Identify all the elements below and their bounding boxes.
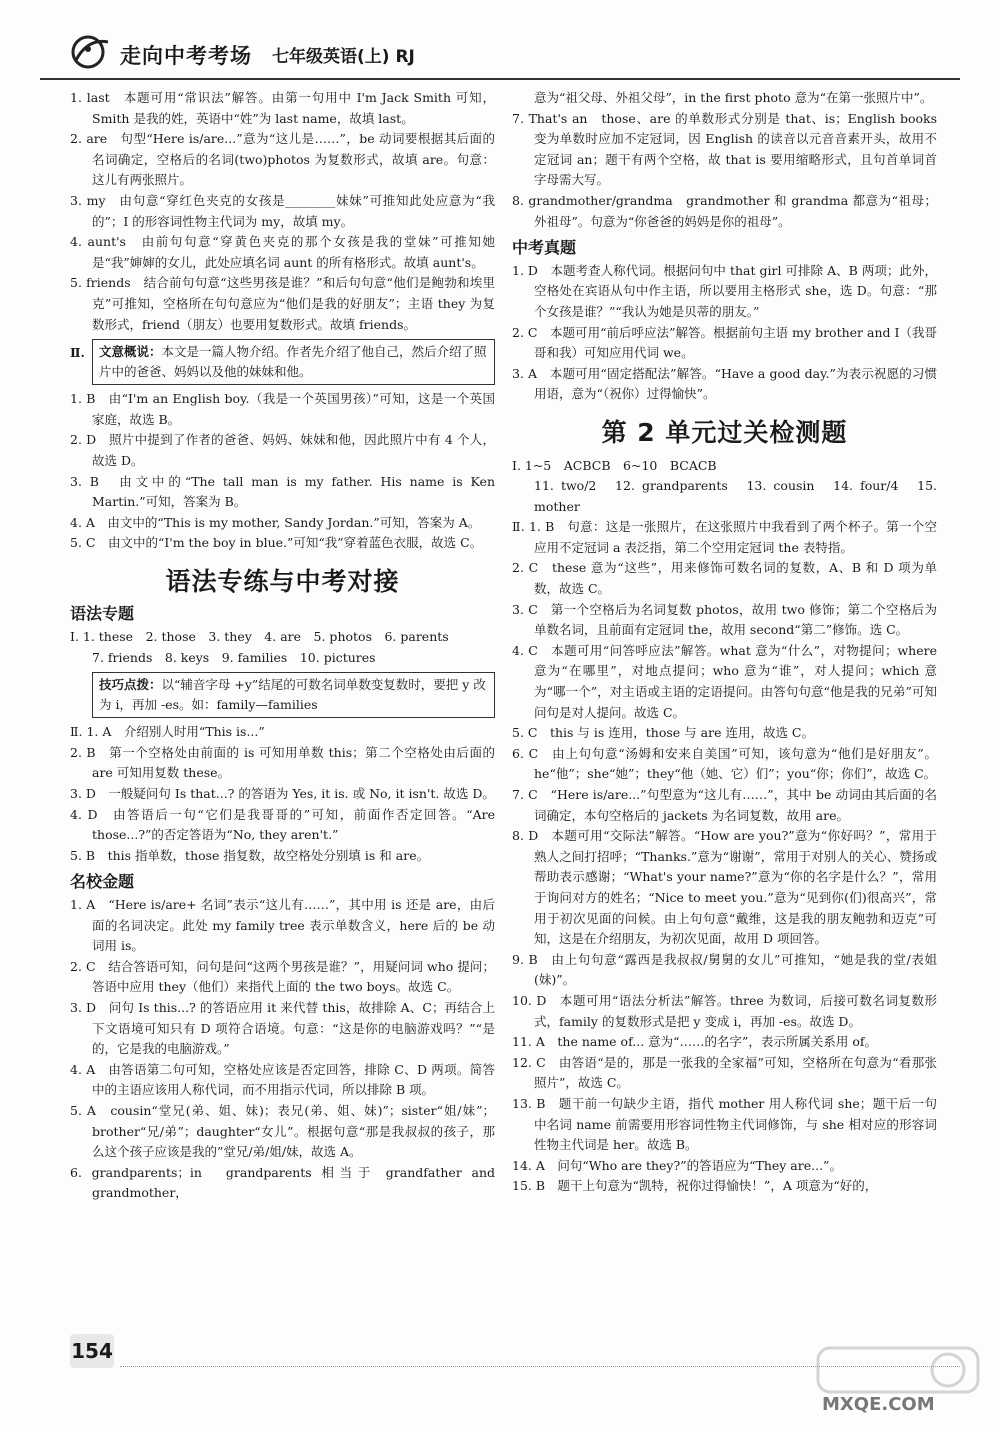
summary-box <box>92 339 495 385</box>
answer-item: 4. A 由文中的“This is my mother, Sandy Jordan.”可知，答案为 A。 <box>70 514 481 530</box>
answer-item: 13. B 题干前一句缺少主语，指代 mother 用人称代词 she；题干后一句中名词 name 前需要用形容词性物主代词修饰，与 she 相对应的形容词性物主代词是 her。故选 B。 <box>512 1095 937 1153</box>
answer-item: 8. grandmother/grandma grandmother 和 grandma 都意为“祖母；外祖母”。句意为“你爸爸的妈妈是你的祖母”。 <box>512 192 937 229</box>
answer-item: 4. aunt's 由前句句意“穿黄色夹克的那个女孩是我的堂妹”可推知她是“我”婶婶的女儿，此处应填名词 aunt 的所有格形式。故填 aunt's。 <box>70 234 495 270</box>
answer-item: 4. D 由答语后一句“它们是我哥哥的”可知，前面作否定回答。“Are those...?”的否定答语为“No, they aren't.” <box>70 806 495 843</box>
answer-item: 2. C these 意为“这些”，用来修饰可数名词的复数，A、B 和 D 项为单数，故选 C。 <box>512 560 937 597</box>
answer-item: 1. B 由“I'm an English boy.（我是一个英国男孩）”可知，这是一个英国家庭，故选 B。 <box>70 391 495 427</box>
answer-line: Ⅰ. 1. these 2. those 3. they 4. are 5. photos 6. parents <box>70 629 449 645</box>
answer-item: 4. C 本题可用“问答呼应法”解答。what 意为“什么”，对物提问；where 意为“在哪里”，对地点提问；who 意为“谁”，对人提问；which 意为“哪一个”，对主语或主语的定语提问。由答句句意“他是我的兄弟”可知问句是对人提问。故选 C。 <box>512 642 937 720</box>
answer-item: 5. B this 指单数，those 指复数，故空格处分别填 is 和 are。 <box>70 847 430 863</box>
page-number: 154 <box>70 1334 114 1368</box>
answer-item: 7. C “Here is/are...”句型意为“这儿有……”，其中 be 动词由其后面的名词确定，本句空格后的 jackets 为名词复数，故用 are。 <box>512 787 937 823</box>
answer-item: 5. C 由文中的“I'm the boy in blue.”可知“我”穿着蓝色衣服，故选 C。 <box>70 535 483 551</box>
summary-tag: 文意概说： <box>99 344 162 360</box>
tip-text: 以“辅音字母 +y”结尾的可数名词单数变复数时，要把 y 改为 i，再加 -es。如：family—families <box>99 677 486 713</box>
answer-item: 15. B 题干上句意为“凯特，祝你过得愉快！”，A 项意为“好的， <box>512 1178 878 1194</box>
series-title: 走向中考考场 <box>120 44 252 68</box>
answer-item: 3. my 由句意“穿红色夹克的女孩是________妹妹”可推知此处应意为“我的”；I 的形容词性物主代词为 my，故填 my。 <box>70 192 495 229</box>
answer-item: 2. B 第一个空格处由前面的 is 可知用单数 this；第二个空格处由后面的 are 可知用复数 these。 <box>70 744 495 781</box>
answer-item: 3. A 本题可用“固定搭配法”解答。“Have a good day.”为表示祝愿的习惯用语，意为“（祝你）过得愉快”。 <box>512 365 937 402</box>
answer-item: 4. A 由答语第二句可知，空格处应该是否定回答，排除 C、D 两项。简答中的主语应该用人称代词，而不用指示代词，所以排除 B 项。 <box>70 1061 495 1098</box>
answer-item: 9. B 由上句句意“露西是我叔叔/舅舅的女儿”可推知，“她是我的堂/表姐(妹)”。 <box>512 951 937 988</box>
answer-line: Ⅰ. 1~5 ACBCB 6~10 BCACB <box>512 457 717 473</box>
answer-item: 3. D 一般疑问句 Is that...? 的答语为 Yes, it is. 或 No, it isn't. 故选 D。 <box>70 786 495 802</box>
answer-item: 7. That's an those、are 的单数形式分别是 that、is；English books 变为单数时应加不定冠词，因 English 的读音以元音音素开头，故用不定冠词 an；题干有两个空格，故 that is 要用缩略形式，且句首单词首字母需大写。 <box>512 110 937 188</box>
answer-item: 1. D 本题考查人称代词。根据问句中 that girl 可排除 A、B 两项；此外，空格处在宾语从句中作主语，所以要用主格形式 she，选 D。句意：“那个女孩是谁？”“我认为她是贝蒂的朋友。” <box>512 262 937 319</box>
summary-text: 本文是一篇人物介绍。作者先介绍了他自己，然后介绍了照片中的爸爸、妈妈以及他的妹妹和他。 <box>99 344 487 380</box>
answer-item: 10. D 本题可用“语法分析法”解答。three 为数词，后接可数名词复数形式，family 的复数形式是把 y 变成 i，再加 -es。故选 D。 <box>512 992 937 1029</box>
answer-line: 7. friends 8. keys 9. families 10. pictures <box>92 649 376 665</box>
answer-item: 3. C 第一个空格后为名词复数 photos，故用 two 修饰；第二个空格后为单数名词，且前面有定冠词 the，故用 second“第二”修饰。选 C。 <box>512 601 937 638</box>
answer-item: 6. grandparents；in grandparents 相当于 grandfather and grandmother， <box>70 1164 495 1201</box>
answer-item: 2. C 结合答语可知，问句是问“这两个男孩是谁？”，用疑问词 who 提问；答语中应用 they（他们）来指代上面的 the two boys。故选 C。 <box>70 958 495 995</box>
answer-item: 1. A “Here is/are+ 名词”表示“这儿有……”，其中用 is 还是 are，由后面的名词决定。此处 my family tree 表示单数含义，here 后的 be 动词用 is。 <box>70 897 495 954</box>
answer-item: 5. C this 与 is 连用，those 与 are 连用，故选 C。 <box>512 725 814 741</box>
answer-item: 5. A cousin“堂兄(弟、姐、妹)；表兄(弟、姐、妹)”；sister“姐/妹”；brother“兄/弟”；daughter“女儿”。根据句意“那是我叔叔的孩子，那么这个孩子应该是我的”堂兄/弟/姐/妹，故选 A。 <box>70 1102 495 1160</box>
left-column <box>70 88 495 1204</box>
answer-line: 11. two/2 12. grandparents 13. cousin 14. four/4 15. mother <box>534 478 937 514</box>
section-title-unit-test: 第 2 单元过关检测题 <box>601 417 848 447</box>
exam-heading: 中考真题 <box>512 238 577 258</box>
answer-item: 8. D 本题可用“交际法”解答。“How are you?”意为“你好吗？”，常用于熟人之间打招呼；“Thanks.”意为“谢谢”，常用于对别人的关心、赞扬或帮助表示感谢；“What's your name?”意为“你的名字是什么？”，常用于询问对方的姓名；“Nice to meet you.”意为“见到你(们)很高兴”，常用于初次见面的问候。由上句句意“戴维，这是我的朋友鲍勃和迈克”可知，这是在介绍朋友，为初次见面，故用 D 项回答。 <box>512 828 937 947</box>
answer-continuation: 意为“祖父母、外祖父母”，in the first photo 意为“在第一张照片中”。 <box>534 90 933 105</box>
page-header <box>40 28 960 80</box>
answer-item: 3. B 由文中的“The tall man is my father. His name is Ken Martin.”可知，答案为 B。 <box>70 473 495 510</box>
answer-item: 2. are 句型“Here is/are...”意为“这儿是……”，be 动词要根据其后面的名词确定，空格后的名词(two)photos 为复数形式，故填 are。句意：这儿有两张照片。 <box>70 131 495 188</box>
answer-item: 1. last 本题可用“常识法”解答。由第一句用中 I'm Jack Smith 可知，Smith 是我的姓，英语中“姓”为 last name，故填 last。 <box>70 90 495 126</box>
grammar-heading: 语法专题 <box>70 604 135 624</box>
answer-item: 14. A 问句“Who are they?”的答语应为“They are...”。 <box>512 1157 842 1173</box>
answer-item: Ⅱ. 1. A 介绍别人时用“This is...” <box>70 724 265 740</box>
answer-item: 5. friends 结合前句句意“这些男孩是谁？”和后句句意“他们是鲍勃和埃里克”可推知，空格所在句句意应为“他们是我的好朋友”；主语 they 为复数形式，friend（朋友）也要用复数形式。故填 friends。 <box>70 275 495 332</box>
watermark-text: MXQE.COM <box>822 1394 935 1415</box>
tip-tag: 技巧点拨： <box>99 677 162 693</box>
answer-item: 2. C 本题可用“前后呼应法”解答。根据前句主语 my brother and I（我哥哥和我）可知应用代词 we。 <box>512 324 937 361</box>
answer-item: 2. D 照片中提到了作者的爸爸、妈妈、妹妹和他，因此照片中有 4 个人，故选 D。 <box>70 432 495 468</box>
right-column <box>512 88 937 1197</box>
book-title: 七年级英语(上) RJ <box>272 47 415 67</box>
answer-item: 6. C 由上句句意“汤姆和安来自美国”可知，该句意为“他们是好朋友”。he“他”；she“她”；they“他（她、它）们”；you“你；你们”，故选 C。 <box>512 745 937 782</box>
section-title-grammar: 语法专练与中考对接 <box>165 566 400 596</box>
answer-item: Ⅱ. 1. B 句意：这是一张照片，在这张照片中我看到了两个杯子。第一个空应用不定冠词 a 表泛指，第二个空用定冠词 the 表特指。 <box>512 519 937 555</box>
school-heading: 名校金题 <box>70 872 135 892</box>
roman-numeral: Ⅱ. <box>70 345 85 361</box>
answer-item: 12. C 由答语“是的，那是一张我的全家福”可知，空格所在句意为“看那张照片”，故选 C。 <box>512 1054 937 1091</box>
logo-icon <box>68 34 114 70</box>
answer-item: 11. A the name of... 意为“……的名字”，表示所属关系用 of。 <box>512 1034 878 1050</box>
answer-item: 3. D 问句 Is this...? 的答语应用 it 来代替 this，故排除 A、C；再结合上下文语境可知只有 D 项符合语境。句意：“这是你的电脑游戏吗？”“是的，它是我的电脑游戏。” <box>70 999 495 1057</box>
tip-box <box>92 672 495 718</box>
summary-box-wrap <box>70 339 495 385</box>
